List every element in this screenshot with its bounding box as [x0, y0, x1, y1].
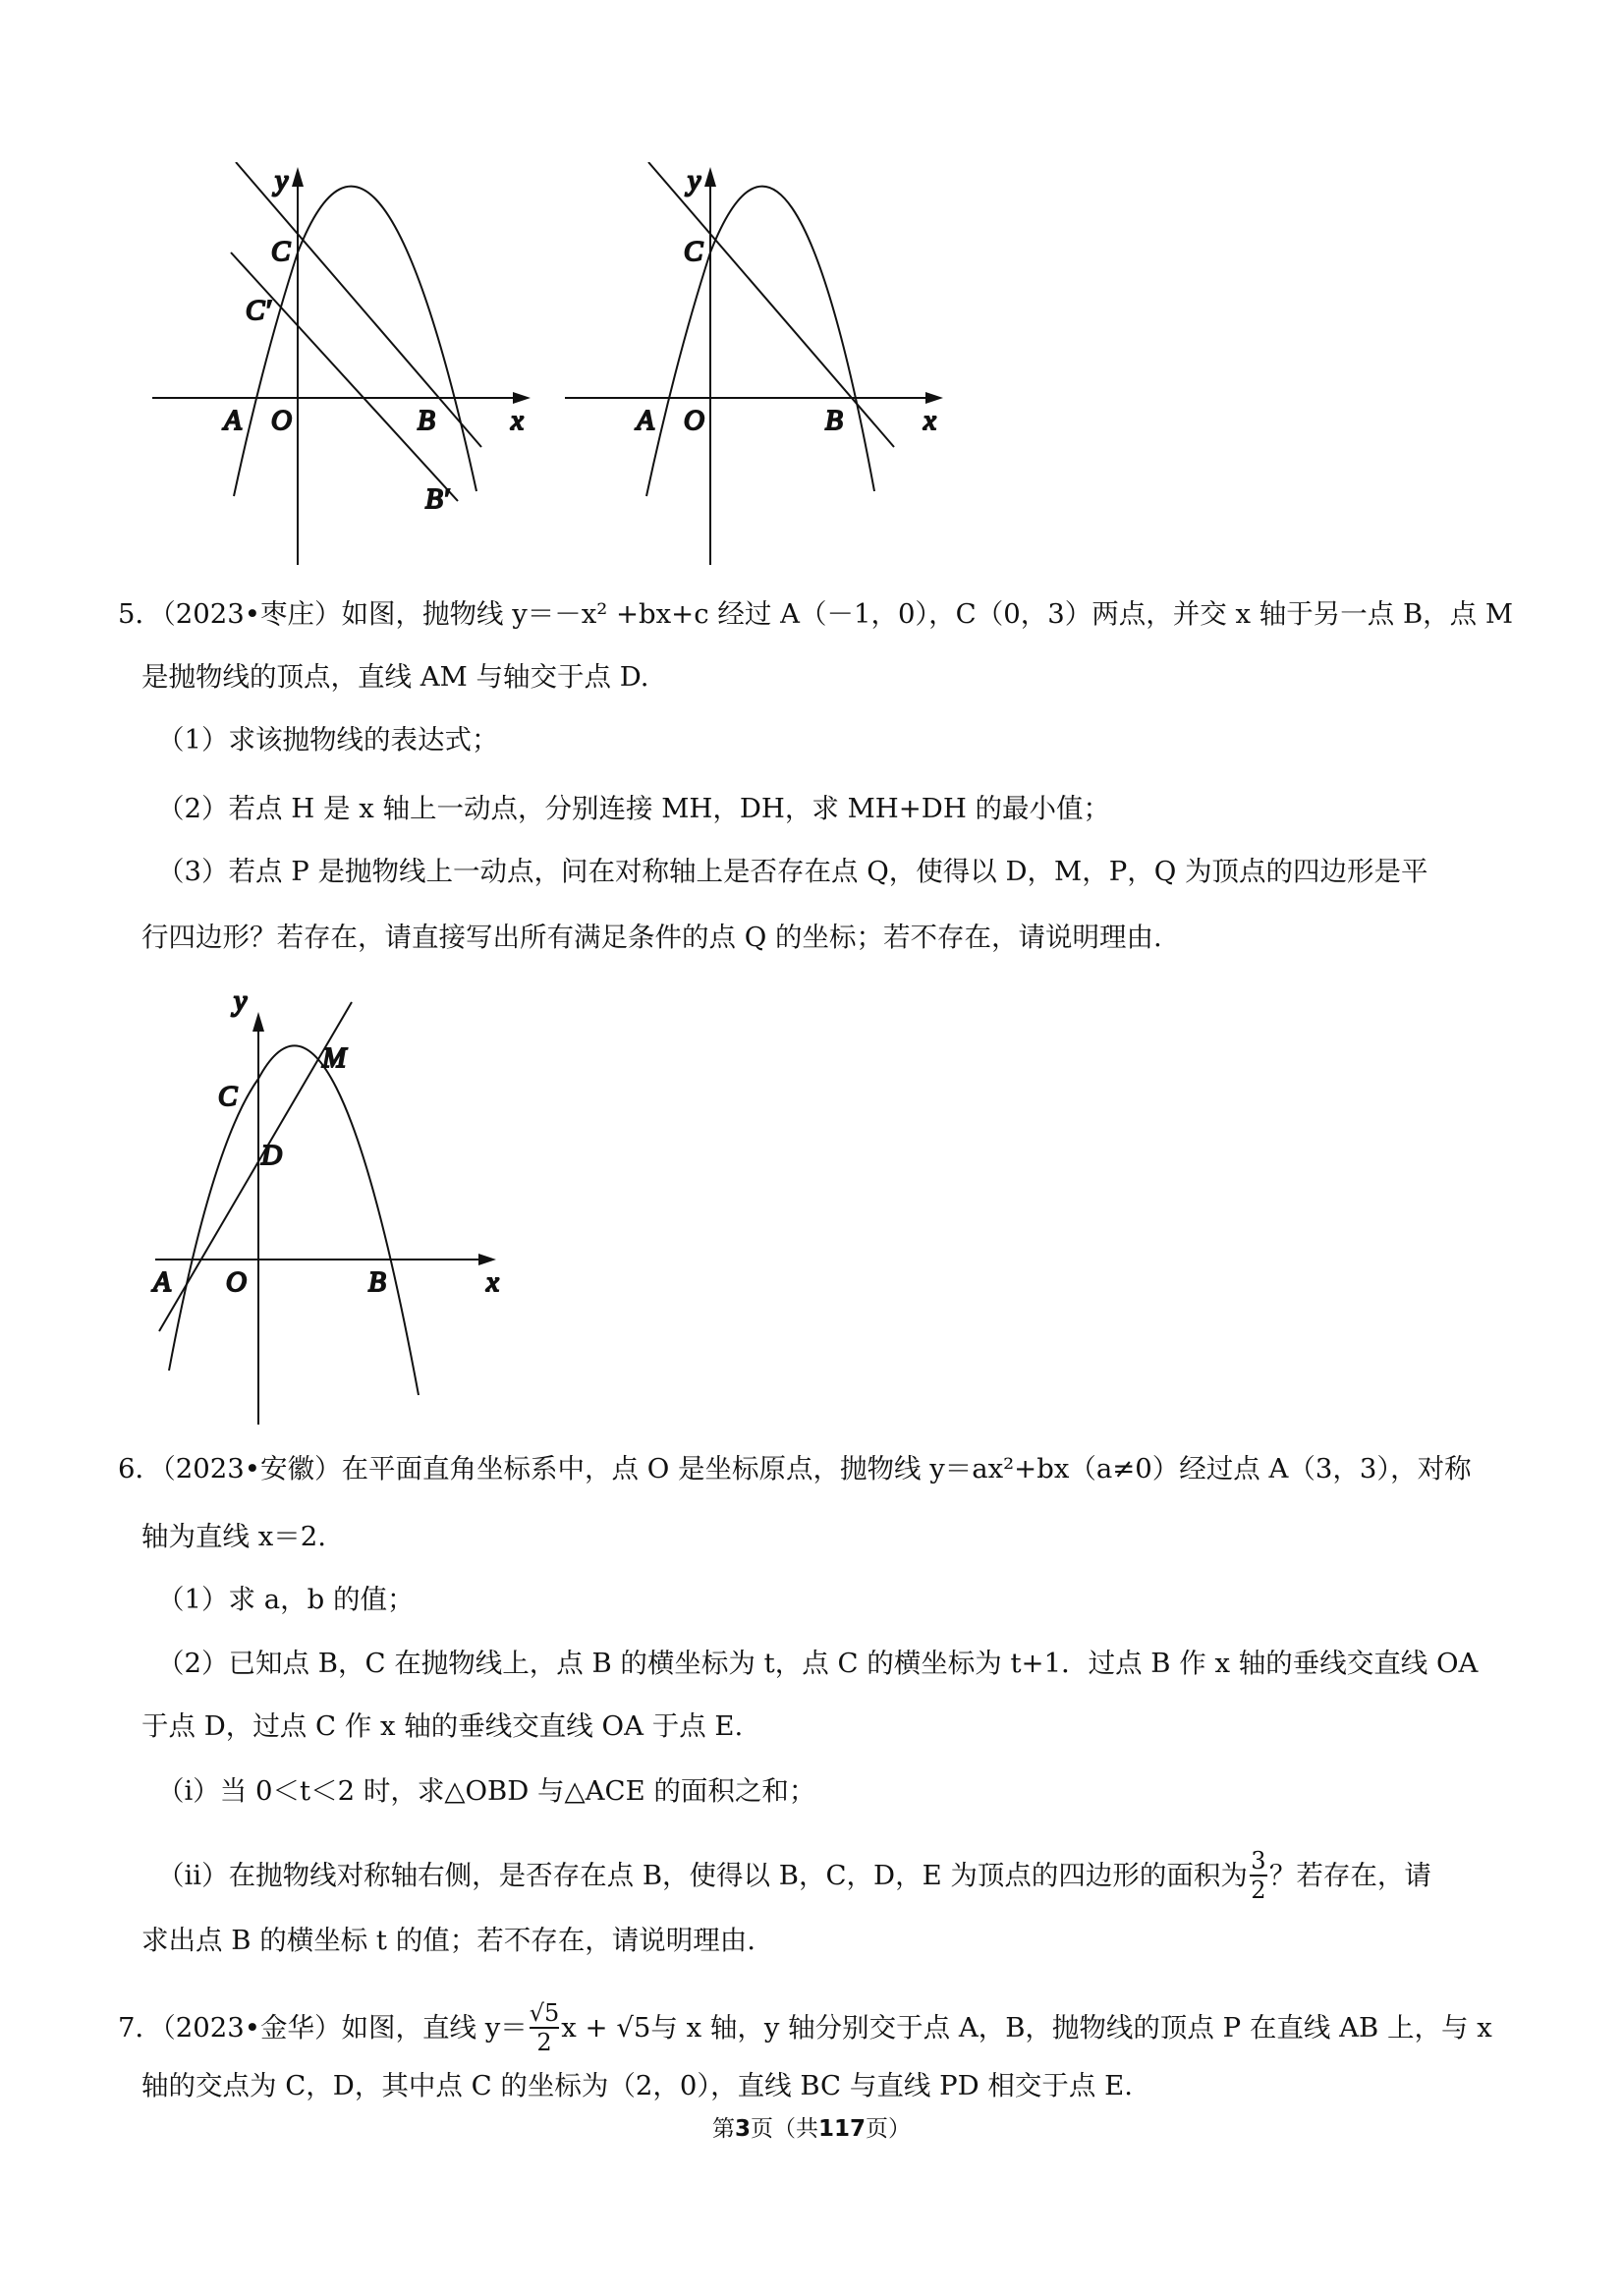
q6-line-4: （2）已知点 B，C 在抛物线上，点 B 的横坐标为 t，点 C 的横坐标为 t+1．过点 B 作 x 轴的垂线交直线 OA [157, 1648, 1479, 1679]
q5-line-6: 行四边形？若存在，请直接写出所有满足条件的点 Q 的坐标；若不存在，请说明理由. [141, 922, 1162, 953]
figure-q5 [147, 982, 521, 1434]
x-axis-arrow [478, 1254, 496, 1265]
x-label: x [511, 405, 524, 436]
line-c-prime-b-prime [231, 252, 458, 501]
q7-line-1 [118, 1999, 1492, 2056]
point-c-label: C [271, 236, 291, 267]
q6-line-7 [157, 1847, 1431, 1904]
q6-line-3: （1）求 a，b 的值； [157, 1584, 415, 1615]
point-b-label: B [368, 1266, 386, 1298]
point-c-label: C [684, 236, 703, 267]
footer-total-pages: 117 [818, 2116, 867, 2142]
point-c-prime-label: C′ [246, 295, 271, 326]
figure-left [147, 162, 540, 575]
y-label: y [275, 164, 289, 196]
point-b-label: B [418, 405, 435, 436]
q6-line-6: （i）当 0＜t＜2 时，求△OBD 与△ACE 的面积之和； [157, 1775, 816, 1807]
x-axis-arrow [513, 392, 531, 404]
origin-label: O [684, 405, 704, 436]
q6-fraction-denominator: 2 [1251, 1876, 1266, 1904]
parabola [169, 1045, 419, 1395]
q6-line-1: 6．（2023•安徽）在平面直角坐标系中，点 O 是坐标原点，抛物线 y＝ax²+bx（a≠0）经过点 A（3，3），对称 [118, 1453, 1472, 1484]
origin-label: O [271, 405, 292, 436]
figure-right [560, 162, 953, 575]
q5-line-2: 是抛物线的顶点，直线 AM 与轴交于点 D. [141, 661, 649, 693]
footer-middle: 页（共 [751, 2116, 818, 2142]
y-label: y [688, 164, 701, 196]
q6-line-5: 于点 D，过点 C 作 x 轴的垂线交直线 OA 于点 E. [141, 1710, 744, 1742]
y-axis-arrow [292, 167, 304, 187]
footer-page-number: 3 [734, 2116, 751, 2142]
q7-fraction [530, 1999, 560, 2056]
footer-suffix: 页） [866, 2116, 912, 2142]
point-b-label: B [825, 405, 843, 436]
q6-fraction [1250, 1847, 1267, 1904]
q6-line-8: 求出点 B 的横坐标 t 的值；若不存在，请说明理由. [141, 1925, 756, 1956]
point-a-label: A [153, 1266, 171, 1298]
point-a-label: A [224, 405, 242, 436]
q6-fraction-numerator: 3 [1251, 1847, 1266, 1875]
q5-line-5: （3）若点 P 是抛物线上一动点，问在对称轴上是否存在点 Q，使得以 D，M，P，Q 为顶点的四边形是平 [157, 856, 1428, 887]
origin-label: O [226, 1266, 247, 1298]
page-footer [0, 2110, 1623, 2143]
y-axis-arrow [704, 167, 716, 187]
y-label: y [234, 984, 248, 1017]
q5-line-1: 5．（2023•枣庄）如图，抛物线 y＝－x² +bx+c 经过 A（－1，0），C（0，3）两点，并交 x 轴于另一点 B，点 M [118, 598, 1514, 630]
x-axis-arrow [925, 392, 943, 404]
q7-fraction-denominator: 2 [536, 2029, 552, 2056]
q6-line-7-text-a: （ii）在抛物线对称轴右侧，是否存在点 B，使得以 B，C，D，E 为顶点的四边形的面积为 [157, 1860, 1248, 1891]
point-m-label: M [322, 1042, 347, 1074]
q7-fraction-numerator: √5 [529, 1999, 560, 2027]
q7-line-2: 轴的交点为 C，D，其中点 C 的坐标为（2，0），直线 BC 与直线 PD 相交于点 E. [141, 2070, 1133, 2101]
footer-prefix: 第 [711, 2116, 735, 2142]
y-axis-arrow [252, 1012, 264, 1032]
point-b-prime-label: B′ [425, 483, 450, 515]
q6-line-2: 轴为直线 x＝2. [141, 1521, 326, 1552]
x-label: x [486, 1266, 499, 1298]
parabola [234, 187, 476, 496]
parabola [646, 187, 874, 496]
q5-line-3: （1）求该抛物线的表达式； [157, 724, 499, 756]
point-a-label: A [637, 405, 654, 436]
q6-line-7-text-b: ？若存在，请 [1268, 1860, 1431, 1891]
x-label: x [923, 405, 936, 436]
point-c-label: C [218, 1081, 238, 1112]
q7-line-1-text-b: x + √5与 x 轴，y 轴分别交于点 A，B，抛物线的顶点 P 在直线 AB 上，与 x [561, 2012, 1492, 2044]
q7-line-1-text-a: 7．（2023•金华）如图，直线 y＝ [118, 2012, 528, 2044]
point-d-label: D [261, 1140, 282, 1171]
q5-line-4: （2）若点 H 是 x 轴上一动点，分别连接 MH，DH，求 MH+DH 的最小值； [157, 793, 1111, 824]
